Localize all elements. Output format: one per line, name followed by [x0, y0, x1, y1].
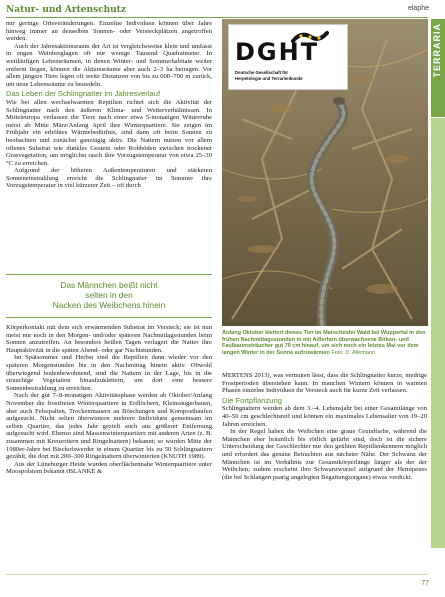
snake-photo — [222, 19, 428, 326]
column-right-lower — [222, 372, 427, 481]
subheading: Das Leben der Schlingnatter im Jahresverlauf — [6, 89, 161, 99]
photo-caption — [222, 330, 427, 356]
paragraph: MERTENS 2013), was vermuten lässt, dass die Schlingnatter kurze, niedrige Frostperioden überstehen kann. In manchen Wintern können in warmen Phasen einzelne Individuen ihr Versteck auch für kurze Zeit verlassen. — [222, 372, 427, 395]
pull-quote-line: Nacken des Weibchens hinein — [52, 300, 166, 310]
paragraph: Aufgrund der höheren Außentemperaturen und stärkeren Sonneneinstrahlung erreicht die Schlingnatter im Sommer ihre Vorzugstemperatur in viel kürzerer Zeit – oft durch — [6, 167, 212, 190]
pull-quote — [6, 274, 212, 318]
header-rule — [6, 17, 428, 18]
paragraph: Nach der gut 7–8-monatigen Aktivitätsphase werden ab Oktober/Anfang November die frostfreien Winterquartiere in Erdlöchern, Kleinsäugerbauen, aber auch Felsspalten, Trockenmauern an Böschungen und Komposthaufen aufgesucht. Nicht selten überwintern mehrere Individuen gemeinsam im selben Quartier, das jedes Jahr gezielt auch aus größerer Entfernung aufgesucht wird. Ebenso sind Massenwinterquartiere mit anderen Arten (z. B. zusammen mit Kreuzottern und Ringelnattern) bekannt; so wurden Mitte der 1980er-Jahre bei Bischofswerder in einem Quartier bis zu 50 Schlingnattern gezählt, die dort mit 200–300 Ringelnattern überwinterten (KNUTH 1989). — [6, 392, 212, 461]
paragraph: Aus der Lüneburger Heide wurden oberflächennahe Winterquartiere unter Moospolstern bekannt (BLANKE & — [6, 460, 212, 476]
side-tab-label: TERRARIA — [432, 23, 442, 78]
footer-rule — [6, 574, 428, 575]
paragraph: Wie bei allen wechselwarmen Reptilien richtet sich die Aktivität der Schlingnatter nach den äußeren Klima- und Wetterverhältnissen. In Mitteleuropa verlassen die Tiere nach einer etwa 5-monatigen Winterruhe meist ab Mitte März/Anfang April ihre Winterquartiere. Sie zeigen im Frühjahr ein erhöhtes Wärmebedürfnis, sind dann oft beim Sonnen zu beobachten und zunächst ganztägig aktiv. Die Nattern nutzen vor allem offenes Substrat wie dunkles Gestein oder Rohböden zwischen trockener Grasvegetation, um möglichst rasch ihre Vorzugstemperatur von etwa 25–30 °C zu erreichen. — [6, 98, 212, 167]
paragraph: In der Regel haben die Weibchen eine graue Grundfarbe, während die Männchen eher bräunlich bis rötlich gefärbt sind, doch ist die sichere Unterscheidung der Geschlechter nur den geübten Reptilienkennern möglich und erfordert das genaue Betrachten aus nächster Nähe. Der Schwanz der Männchen ist im Verhältnis zur Gesamtkörperlänge länger als der der Weibchen; zudem erscheint ihre Schwanzwurzel aufgrund der Hemipenes (die bei Schlangen paarig angelegten Begattungsorgane) etwas verdickt. — [222, 428, 427, 481]
side-tab-bar — [431, 118, 445, 548]
dght-logo — [228, 24, 348, 90]
pull-quote-line: selten in den — [85, 290, 133, 300]
subheading: Die Fortpflanzung — [222, 395, 282, 405]
paragraph: Schlingnattern werden ab dem 3.–4. Lebensjahr bei einer Gesamtlänge von 40–50 cm geschlechtsreif und können ein maximales Lebensalter von 19–20 Jahren erreichen. — [222, 405, 427, 428]
side-tab — [431, 19, 445, 117]
logo-wordmark: DGHT — [235, 38, 320, 66]
logo-tagline: Deutsche Gesellschaft für — [235, 70, 289, 75]
column-left-upper — [6, 20, 212, 190]
magazine-brand: elaphe — [407, 5, 429, 12]
photo-credit: Foto: D. Allemann — [331, 349, 376, 356]
column-left-lower — [6, 324, 212, 476]
paragraph: Im Spätsommer und Herbst sind die Reptilien dann wieder vor den späteren Morgenstunden bis in den Nachmittag hinein aktiv. Obwohl überwiegend bodenbewohnend, sind die Nattern in der Lage, bis in die strauchige Vegetation hinaufzuklettern, um dort eine bessere Sonnenbestrahlung zu erreichen. — [6, 354, 212, 392]
logo-tagline: Herpetologie und Terrarienkunde — [235, 76, 303, 81]
paragraph: Körperkontakt mit dem sich erwärmenden Substrat im Versteck; sie ist nun meist nur noch in den Morgen- und/oder späteren Nachmittagsstunden beim Sonnen anzutreffen. An besonders heißen Tagen verlagert die Natter ihre Hauptaktivität in die späten Abend- oder gar Nachtstunden. — [6, 324, 212, 354]
page-number: 77 — [421, 580, 429, 587]
caption-text: Anfang Oktober klettert dieses Tier im Marscheider Wald bei Wuppertal in den frühen Nachmittagsstunden in mit Adlerfarn überwachsene Birken- und Faulbaumsträucher gut 70 cm hinauf, um sich noch ein letztes Mal vor dem langen Winter in der Sonne aufzuwärmen — [222, 330, 426, 356]
section-title: Natur- und Artenschutz — [6, 5, 126, 15]
paragraph: nur geringe Ortsveränderungen. Einzelne Individuen können über Jahre hinweg immer an denselben Sonnen- oder Versteckplätzen angetroffen werden. — [6, 20, 212, 43]
pull-quote-line: Das Männchen beißt nicht — [60, 280, 158, 290]
paragraph: Auch der Jahresaktionsraum der Art ist vergleichsweise klein und umfasst in engen Weinberglagen oft nur wenige Tausend Quadratmeter. In weitläufigen Lebensräumen, in denen Winter- und Sommerhabitate weiter entfernt liegen, können die Aktionsräume aber auch 2–3 ha betragen. Vor allem jüngere Tiere legen oft weite Distanzen von bis zu 600–700 m zurück, um neue Lebensräume zu besiedeln. — [6, 42, 212, 88]
